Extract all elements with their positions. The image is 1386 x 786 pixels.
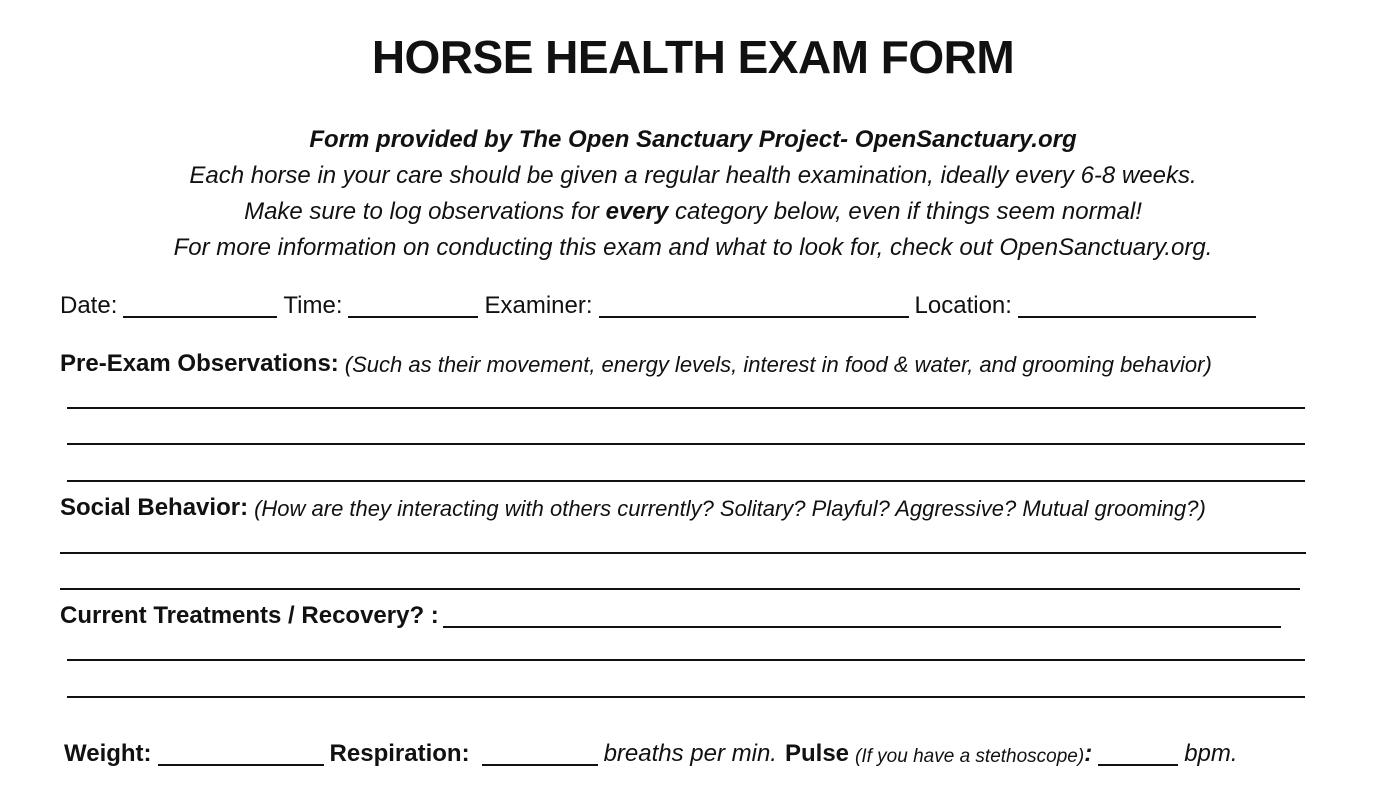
- pulse-field[interactable]: [1098, 744, 1178, 766]
- date-field[interactable]: [123, 296, 277, 318]
- social-hint: (How are they interacting with others currently? Solitary? Playful? Aggressive? Mutual grooming?): [254, 496, 1206, 521]
- pulse-colon: :: [1084, 740, 1093, 767]
- pulse-label: Pulse: [784, 740, 850, 767]
- treatments-label: Current Treatments / Recovery? :: [60, 602, 439, 629]
- date-label: Date:: [60, 292, 118, 319]
- intro-emphasis: every: [605, 198, 669, 225]
- weight-field[interactable]: [158, 744, 324, 766]
- treatments-line-3[interactable]: [67, 696, 1305, 698]
- pre-exam-line-2[interactable]: [67, 443, 1305, 445]
- treatments-field[interactable]: [443, 606, 1281, 628]
- pre-exam-heading: [60, 350, 1212, 378]
- intro-line-2-post: category below, even if things seem normal!: [668, 198, 1142, 225]
- social-line-1[interactable]: [60, 552, 1306, 554]
- time-field[interactable]: [348, 296, 478, 318]
- pre-exam-line-3[interactable]: [67, 480, 1305, 482]
- header-fields-row: [60, 292, 1262, 320]
- intro-line-3: For more information on conducting this exam and what to look for, check out OpenSanctuary.org.: [173, 234, 1213, 261]
- pre-exam-hint: (Such as their movement, energy levels, interest in food & water, and grooming behavior): [344, 352, 1212, 377]
- social-line-2[interactable]: [60, 588, 1300, 590]
- respiration-field[interactable]: [482, 744, 598, 766]
- pulse-hint: (If you have a stethoscope): [855, 746, 1085, 767]
- respiration-unit: breaths per min.: [603, 740, 777, 767]
- location-field[interactable]: [1018, 296, 1256, 318]
- social-heading: [60, 494, 1206, 522]
- intro-line-2-pre: Make sure to log observations for: [244, 198, 606, 225]
- pre-exam-line-1[interactable]: [67, 407, 1305, 409]
- social-label: Social Behavior:: [60, 494, 249, 521]
- pre-exam-label: Pre-Exam Observations:: [60, 350, 339, 377]
- time-label: Time:: [283, 292, 343, 319]
- respiration-label: Respiration:: [329, 740, 470, 767]
- intro-line-1: Each horse in your care should be given a regular health examination, ideally every 6-8 weeks.: [189, 162, 1197, 189]
- intro-line-2: [0, 198, 1386, 226]
- location-label: Location:: [914, 292, 1012, 319]
- treatments-line-2[interactable]: [67, 659, 1305, 661]
- vitals-row: [64, 740, 1238, 768]
- form-credit: Form provided by The Open Sanctuary Project- OpenSanctuary.org: [309, 126, 1077, 153]
- weight-label: Weight:: [64, 740, 152, 767]
- examiner-field[interactable]: [599, 296, 909, 318]
- treatments-heading: [60, 602, 1287, 630]
- page-title: HORSE HEALTH EXAM FORM: [371, 31, 1015, 83]
- examiner-label: Examiner:: [484, 292, 593, 319]
- pulse-unit: bpm.: [1184, 740, 1238, 767]
